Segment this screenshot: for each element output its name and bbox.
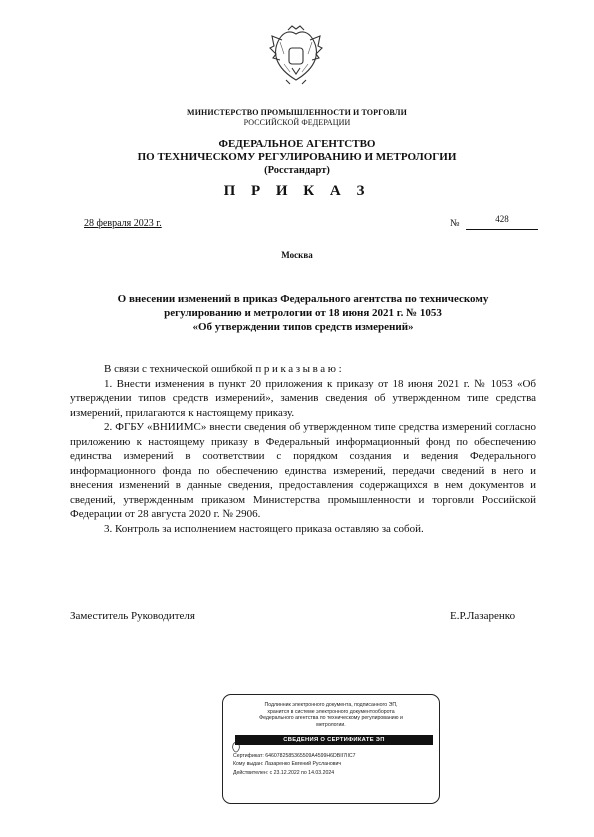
order-body [70, 362, 536, 536]
signatory-name: Е.Р.Лазаренко [450, 610, 516, 622]
intro-paragraph [70, 362, 536, 377]
item-1: 1. Внести изменения в пункт 20 приложения к приказу от 18 июня 2021 г. № 1053 «Об утверждении типов средств измерений», заменив сведения об утвержденном типе средства измерений, прилагаются к настоящему приказу. [70, 377, 536, 419]
order-title [70, 292, 536, 334]
stamp-certificate-owner: Кому выдан: Лазаренко Евгений Русланович [233, 761, 342, 768]
order-title-line3: «Об утверждении типов средств измерений» [192, 321, 414, 333]
order-number-underline [466, 229, 538, 230]
agency-short-name: (Росстандарт) [264, 165, 330, 176]
city: Москва [281, 250, 313, 260]
stamp-certificate-info [233, 752, 433, 777]
agency-name-line1: ФЕДЕРАЛЬНОЕ АГЕНТСТВО [218, 138, 376, 150]
stamp-certificate-id: Сертификат: 6460782585365509A4599H6DBII7IIC7 [233, 753, 356, 759]
ministry-country: РОССИЙСКОЙ ФЕДЕРАЦИИ [243, 118, 351, 127]
agency-header [0, 138, 594, 177]
ministry-header [0, 108, 594, 128]
document-type-title: П Р И К А З [223, 183, 371, 199]
order-number-label: № [450, 218, 460, 229]
stamp-certificate-validity: Действителен: с 23.12.2022 по 14.03.2024 [233, 769, 335, 776]
coat-of-arms-emblem [268, 24, 324, 88]
intro-text: В связи с технической ошибкой [104, 363, 253, 375]
order-word: приказываю: [255, 363, 345, 375]
order-number: 428 [495, 214, 509, 224]
ministry-name: МИНИСТЕРСТВО ПРОМЫШЛЕННОСТИ И ТОРГОВЛИ [187, 108, 407, 117]
stamp-note-line4: метрологии. [316, 721, 346, 728]
stamp-certificate-band: СВЕДЕНИЯ О СЕРТИФИКАТЕ ЭП [235, 735, 433, 745]
item-2: 2. ФГБУ «ВНИИМС» внести сведения об утвержденном типе средства измерений согласно приложению к настоящему приказу в Федеральный информационный фонд по обеспечению единства измерений в соответствии с порядком создания и ведения Федерального информационного фонда по обеспечению единства измерений, передачи сведений в него и внесения изменений в данные сведения, предоставления содержащихся в нем документов и сведений, утвержденным приказом Министерства промышленности и торговли Российской Федерации от 28 августа 2020 г. № 2906. [70, 421, 536, 520]
stamp-note-line1: Подлинник электронного документа, подписанного ЭП, [264, 702, 398, 708]
electronic-signature-stamp [222, 694, 440, 804]
signatory-role: Заместитель Руководителя [70, 610, 195, 622]
agency-name-line2: ПО ТЕХНИЧЕСКОМУ РЕГУЛИРОВАНИЮ И МЕТРОЛОГИИ [137, 151, 457, 163]
order-title-line1: О внесении изменений в приказ Федерального агентства по техническому [117, 293, 489, 305]
order-date: 28 февраля 2023 г. [84, 218, 162, 229]
stamp-note-line2: хранится в системе электронного документооборота [267, 708, 395, 715]
item-3: 3. Контроль за исполнением настоящего приказа оставляю за собой. [104, 522, 424, 535]
stamp-note-line3: Федерального агентства по техническому регулированию и [259, 715, 403, 722]
stamp-note [229, 702, 433, 728]
order-title-line2: регулированию и метрологии от 18 июня 2021 г. № 1053 [164, 307, 442, 319]
